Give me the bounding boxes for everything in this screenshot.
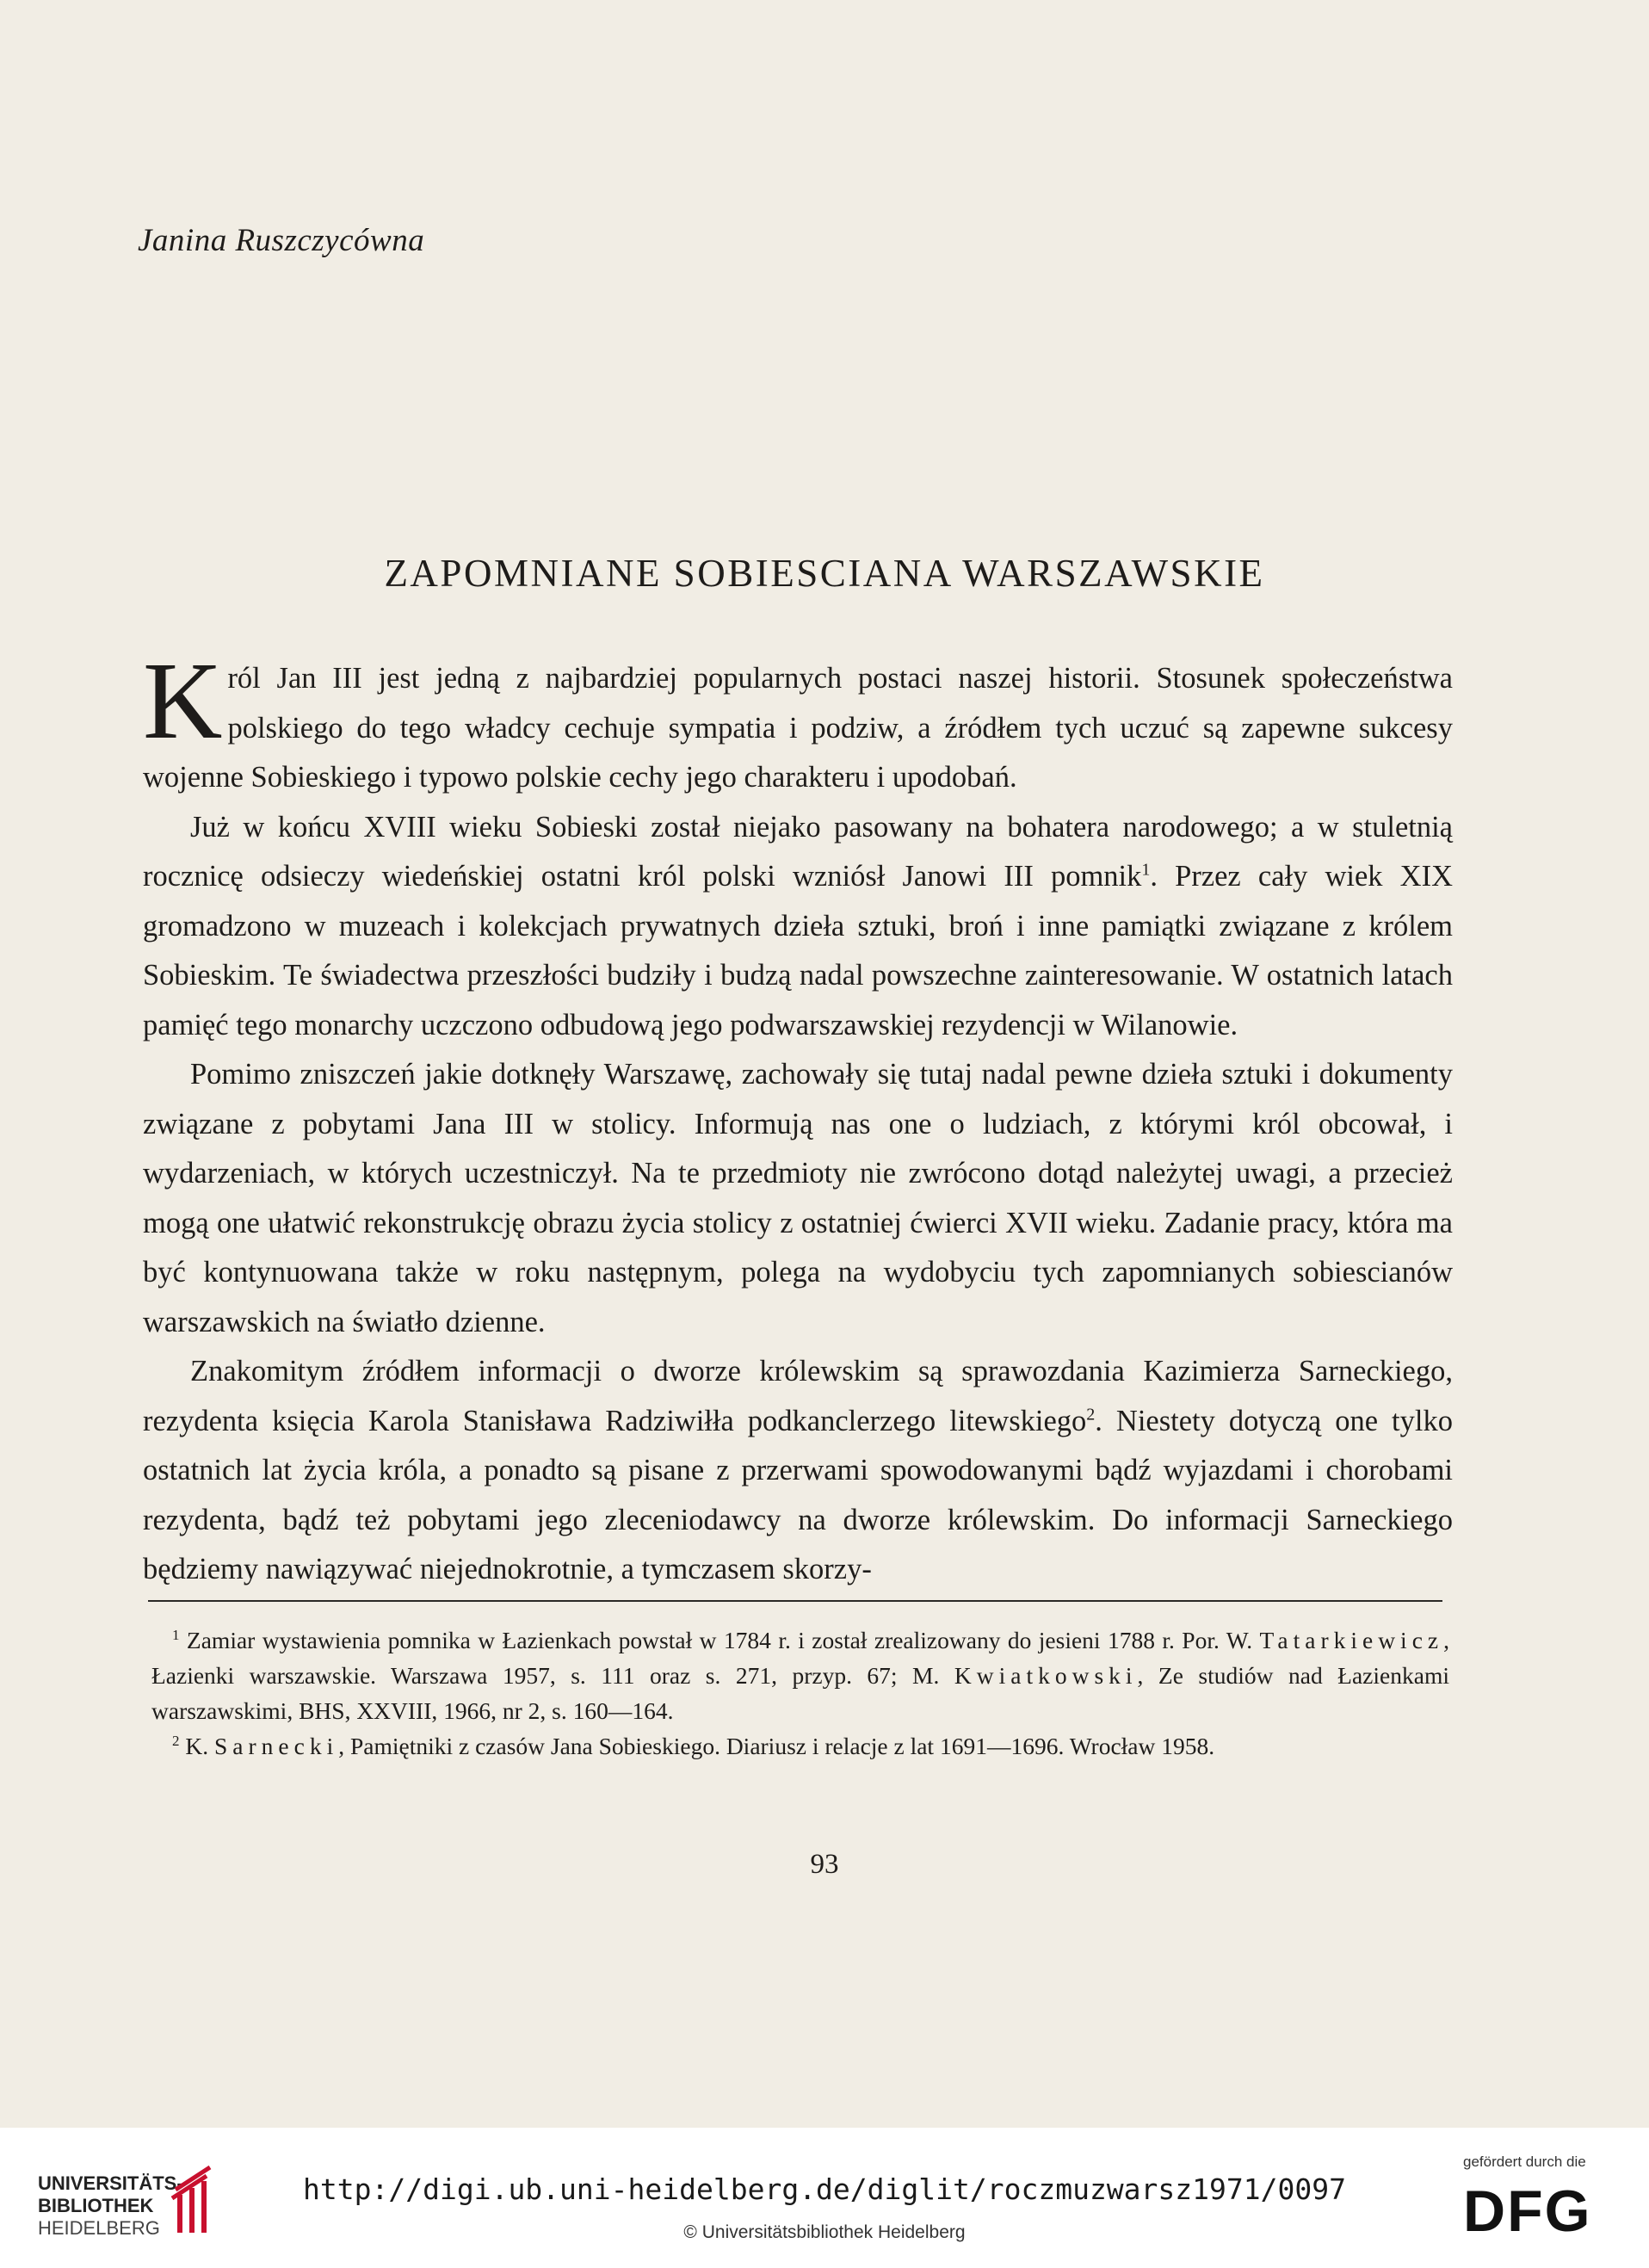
footnote-2-mark: 2 [172,1732,180,1749]
footnote-1-text: Zamiar wystawienia pomnika w Łazienkach powstał w 1784 r. i został zrealizowany do jesieni 1788 r. Por. W. [186,1627,1260,1653]
footnotes [151,1622,1449,1764]
footnote-1 [151,1622,1449,1728]
paragraph-2-text-cont: Przez cały wiek XIX gromadzono w muzeach i kolekcjach prywatnych dzieła sztuki, broń i inne pamiątki związane z królem Sobieskim. Te świadectwa przeszłości budziły i budzą nadal powszechne zainteresowanie. W ostatnich latach pamięć tego monarchy uczczono odbudową jego podwarszawskiej rezydencji w Wilanowie. [143,860,1453,1041]
footnote-2-text-2: , Pamiętniki z czasów Jana Sobieskiego. Diariusz i relacje z lat 1691—1696. Wrocław 1958. [338,1733,1215,1759]
footnote-1-text-2: , Łazienki warszawskie. Warszawa 1957, s. 111 oraz s. 271, przyp. 67; M. [151,1627,1449,1689]
paragraph-1-text: ról Jan III jest jedną z najbardziej popularnych postaci naszej historii. Stosunek społeczeństwa polskiego do tego władcy cechuje sympatia i podziw, a źródłem tych uczuć są zapewne sukcesy wojenne Sobieskiego i typowo polskie cechy jego charakteru i upodobań. [143,662,1453,794]
paragraph-1 [143,640,1453,803]
article-body [143,640,1453,1595]
page-number: 93 [810,1849,839,1880]
footnote-ref-2[interactable]: 2 [1086,1405,1096,1424]
footnote-divider [148,1600,1442,1602]
paragraph-2-text: Już w końcu XVIII wieku Sobieski został niejako pasowany na bohatera narodowego; a w stuletnią rocznicę odsieczy wiedeńskiej ostatni król polski wzniósł Janowi III pomnik [143,810,1453,893]
footnote-1-author-2: Kwiatkowski [954,1662,1138,1689]
footnote-2 [151,1728,1449,1764]
library-line-2: BIBLIOTHEK [38,2195,154,2216]
paragraph-4-text-cont: . Niestety dotyczą one tylko ostatnich lat życia króla, a ponadto są pisane z przerwami spowodowanymi bądź wyjazdami i chorobami rezydenta, bądź też pobytami jego zleceniodawcy na dworze królewskim. Do informacji Sarneckiego będziemy nawiązywać niejednokrotnie, a tymczasem skorzy- [143,1404,1453,1585]
paragraph-3-text: Pomimo zniszczeń jakie dotknęły Warszawę, zachowały się tutaj nadal pewne dzieła sztuki i dokumenty związane z pobytami Jana III w stolicy. Informują nas one o ludziach, z którymi król obcował, i wydarzeniach, w których uczestniczył. Na te przedmioty nie zwrócono dotąd należytej uwagi, a przecież mogą one ułatwić rekonstrukcję obrazu życia stolicy z ostatniej ćwierci XVII wieku. Zadanie pracy, która ma być kontynuowana także w roku następnym, polega na wydobyciu tych zapomnianych sobiescianów warszawskich na światło dzienne. [143,1058,1453,1338]
copyright-notice: © Universitätsbibliothek Heidelberg [683,2222,966,2242]
paragraph-4-text: Znakomitym źródłem informacji o dworze królewskim są sprawozdania Kazimierza Sarneckiego, rezydenta księcia Karola Stanisława Radziwiłła podkanclerzego litewskiego [143,1355,1453,1437]
author-name: Janina Ruszczycówna [138,223,425,258]
footnote-2-text: K. [185,1733,214,1759]
footnote-1-author-1: Tatarkiewicz [1259,1627,1444,1653]
permalink-url[interactable]: http://digi.ub.uni-heidelberg.de/diglit/roczmuzwarsz1971/0097 [303,2172,1346,2206]
dfg-logo[interactable]: DFG [1463,2178,1592,2244]
drop-cap: K [143,640,223,762]
footnote-2-author: Sarnecki [214,1733,339,1759]
footnote-ref-1[interactable]: 1 [1141,860,1151,880]
funded-by-label: gefördert durch die [1463,2154,1586,2170]
paragraph-3 [143,1050,1453,1347]
library-line-1: UNIVERSITÄTS- [38,2172,183,2194]
article-title: ZAPOMNIANE SOBIESCIANA WARSZAWSKIE [384,552,1265,595]
library-line-3: HEIDELBERG [38,2217,160,2239]
footnote-1-text-3: , Ze studiów nad Łazienkami warszawskimi, BHS, XXVIII, 1966, nr 2, s. 160—164. [151,1662,1449,1724]
paragraph-4 [143,1347,1453,1595]
viewer-footer [0,2128,1649,2268]
paragraph-2: Już w końcu XVIII wieku Sobieski został niejako pasowany na bohatera narodowego; a w stuletnią rocznicę odsieczy wiedeńskiej ostatni król polski wzniósł Janowi III pomnik$^1$. Przez cały wiek XIX gromadzono w muzeach i kolekcjach prywatnych dzieła sztuki, broń i inne pamiątki związane z królem Sobieskim. Te świadectwa przeszłości budziły i budzą nadal powszechne zainteresowanie. W ostatnich latach pamięć tego monarchy uczczono odbudową jego podwarszawskiej rezydencji w Wilanowie. [143,810,1453,1041]
footnote-1-mark: 1 [172,1626,180,1643]
